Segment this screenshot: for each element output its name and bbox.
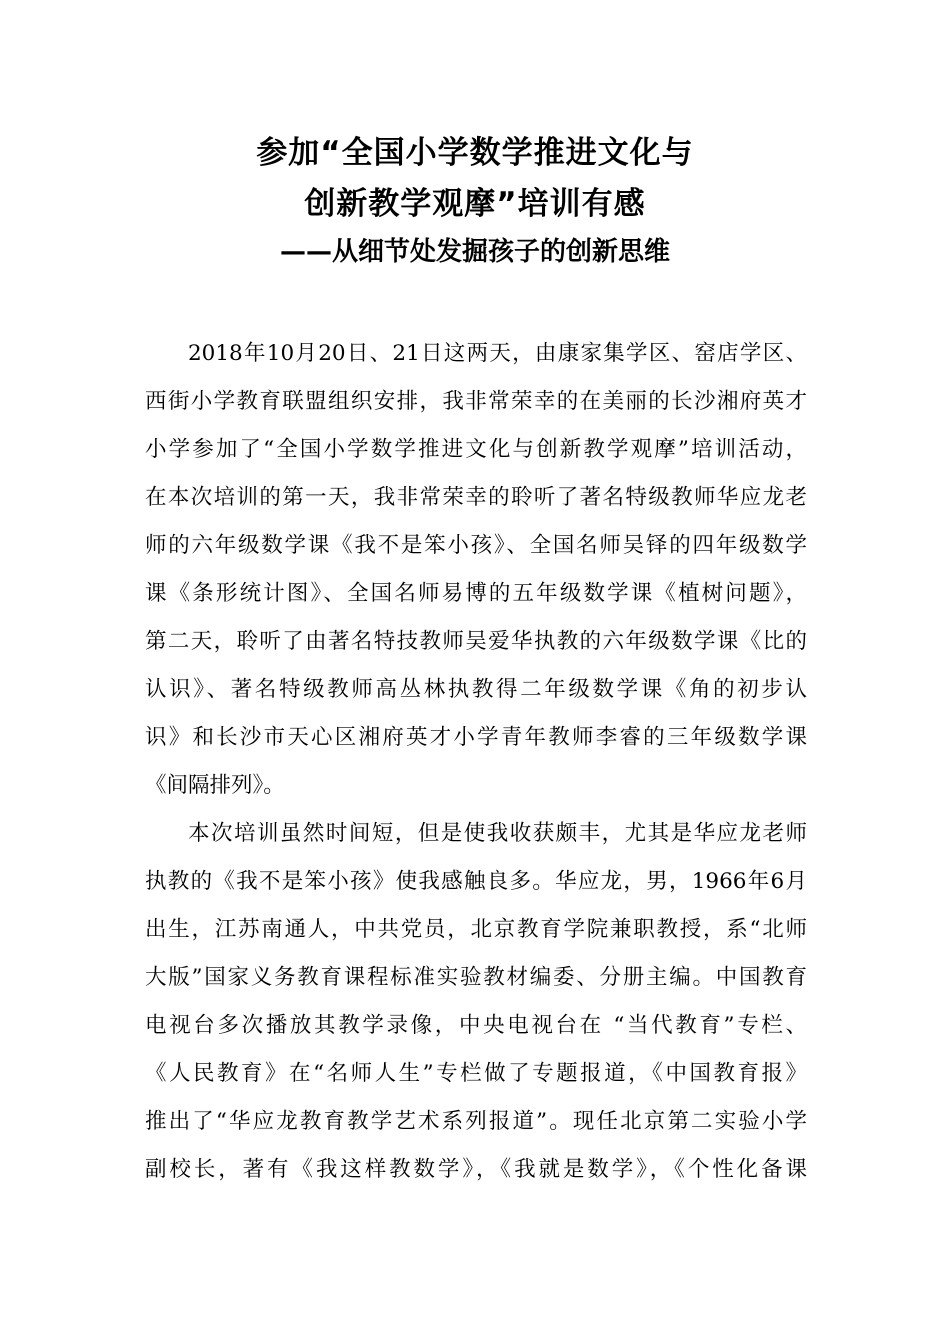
subtitle: ——从细节处发掘孩子的创新思维 xyxy=(279,237,670,267)
paragraph-line: 师的六年级数学课《我不是笨小孩》、全国名师吴铎的四年级数学 xyxy=(145,533,807,558)
paragraph-line: 《人民教育》在“名师人生”专栏做了专题报道，《中国教育报》 xyxy=(145,1061,807,1086)
paragraph-1 xyxy=(145,330,807,810)
paragraph-line: 在本次培训的第一天，我非常荣幸的聆听了著名特级教师华应龙老 xyxy=(145,485,807,510)
paragraph-line: 执教的《我不是笨小孩》使我感触良多。华应龙，男，1966年6月 xyxy=(145,869,807,894)
paragraph-line: 电视台多次播放其教学录像，中央电视台在 “当代教育”专栏、 xyxy=(145,1013,807,1038)
body-text xyxy=(145,330,807,1194)
paragraph-line: 认识》、著名特级教师高丛林执教得二年级数学课《角的初步认 xyxy=(145,677,807,702)
paragraph-line: 出生，江苏南通人，中共党员，北京教育学院兼职教授，系“北师 xyxy=(145,917,807,942)
paragraph-line: 副校长，著有《我这样教数学》，《我就是数学》，《个性化备课 xyxy=(145,1157,807,1182)
paragraph-line: 第二天，聆听了由著名特技教师吴爱华执教的六年级数学课《比的 xyxy=(145,629,807,654)
paragraph-line: 课《条形统计图》、全国名师易博的五年级数学课《植树问题》， xyxy=(145,581,807,606)
paragraph-2 xyxy=(145,810,807,1194)
paragraph-line: 大版”国家义务教育课程标准实验教材编委、分册主编。中国教育 xyxy=(145,965,807,990)
paragraph-line: 小学参加了“全国小学数学推进文化与创新教学观摩”培训活动， xyxy=(145,437,807,462)
paragraph-line: 识》和长沙市天心区湘府英才小学青年教师李睿的三年级数学课 xyxy=(145,725,807,750)
title-line-2: 创新教学观摩”培训有感 xyxy=(304,186,646,222)
paragraph-line: 西街小学教育联盟组织安排，我非常荣幸的在美丽的长沙湘府英才 xyxy=(145,389,807,414)
paragraph-line: 推出了“华应龙教育教学艺术系列报道”。现任北京第二实验小学 xyxy=(145,1109,807,1134)
paragraph-line: 《间隔排列》。 xyxy=(145,773,285,798)
title-line-1: 参加“全国小学数学推进文化与 xyxy=(256,135,694,171)
paragraph-line: 2018年10月20日、21日这两天，由康家集学区、窑店学区、 xyxy=(188,341,807,366)
title-block xyxy=(0,128,950,274)
paragraph-line: 本次培训虽然时间短，但是使我收获颇丰，尤其是华应龙老师 xyxy=(188,821,807,846)
